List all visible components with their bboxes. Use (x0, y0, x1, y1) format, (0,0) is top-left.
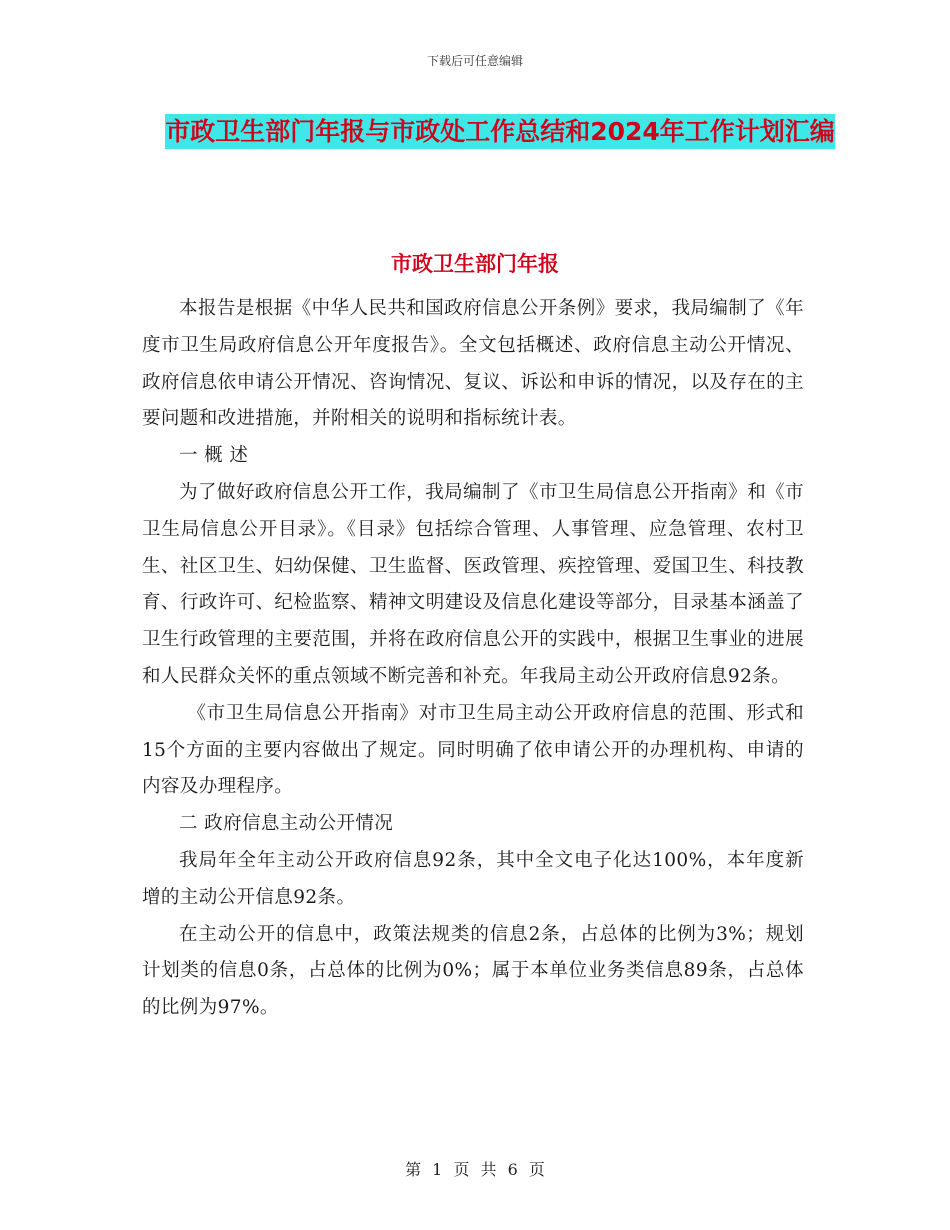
document-title (140, 112, 860, 152)
document-body (142, 291, 804, 1027)
paragraph-disclosure-count: 我局年全年主动公开政府信息92条，其中全文电子化达100%，本年度新增的主动公开信息92条。 (142, 849, 804, 908)
page-footer: 第 1 页 共 6 页 (405, 1160, 545, 1179)
heading-active-disclosure: 二 政府信息主动公开情况 (179, 813, 394, 835)
paragraph-overview: 为了做好政府信息公开工作，我局编制了《市卫生局信息公开指南》和《市卫生局信息公开目录》。《目录》包括综合管理、人事管理、应急管理、农村卫生、社区卫生、妇幼保健、卫生监督、医政管理、疾控管理、爱国卫生、科技教育、行政许可、纪检监察、精神文明建设及信息化建设等部分，目录基本涵盖了卫生行政管理的主要范围，并将在政府信息公开的实践中，根据卫生事业的进展和人民群众关怀的重点领域不断完善和补充。年我局主动公开政府信息92条。 (142, 481, 804, 687)
paragraph-intro: 本报告是根据《中华人民共和国政府信息公开条例》要求，我局编制了《年度市卫生局政府信息公开年度报告》。全文包括概述、政府信息主动公开情况、政府信息依申请公开情况、咨询情况、复议、诉讼和申诉的情况，以及存在的主要问题和改进措施，并附相关的说明和指标统计表。 (142, 298, 804, 430)
page-header: 下载后可任意编辑 (426, 54, 523, 68)
document-title-text: 市政卫生部门年报与市政处工作总结和2024年工作计划汇编 (165, 114, 835, 149)
section-title: 市政卫生部门年报 (391, 252, 559, 276)
paragraph-guide: 《市卫生局信息公开指南》对市卫生局主动公开政府信息的范围、形式和15个方面的主要内容做出了规定。同时明确了依申请公开的办理机构、申请的内容及办理程序。 (142, 702, 804, 798)
paragraph-disclosure-breakdown: 在主动公开的信息中，政策法规类的信息2条，占总体的比例为3%；规划计划类的信息0条，占总体的比例为0%；属于本单位业务类信息89条，占总体的比例为97%。 (142, 923, 804, 1019)
heading-overview: 一 概 述 (179, 445, 249, 467)
